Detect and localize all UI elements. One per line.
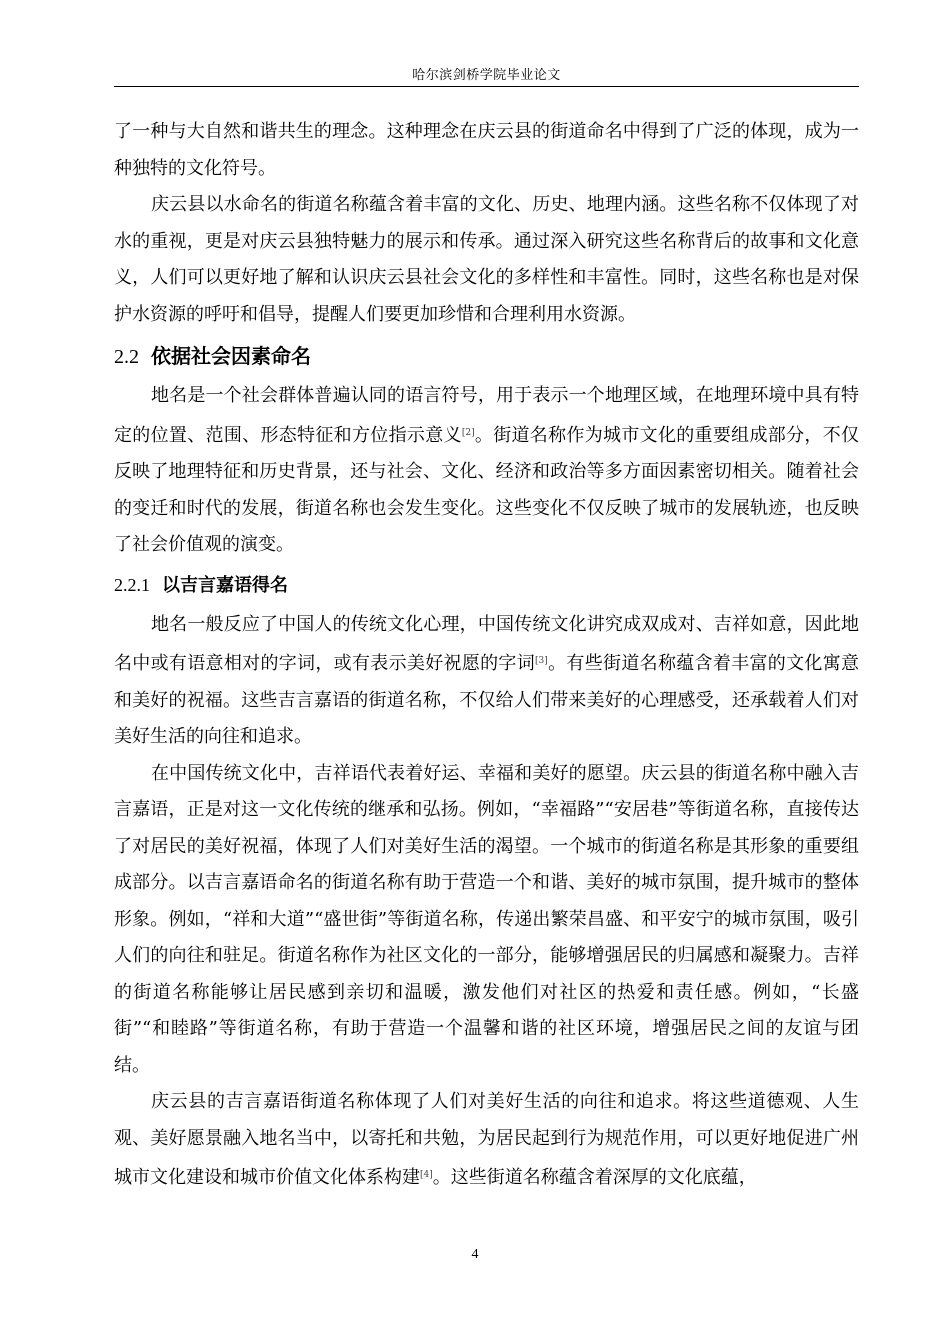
paragraph: 在中国传统文化中，吉祥语代表着好运、幸福和美好的愿望。庆云县的街道名称中融入吉言嘉语，正是对这一文化传统的继承和弘扬。例如，“幸福路”“安居巷”等街道名称，直接传达了对居民的美好祝福，体现了人们对美好生活的渴望。一个城市的街道名称是其形象的重要组成部分。以吉言嘉语命名的街道名称有助于营造一个和谐、美好的城市氛围，提升城市的整体形象。例如，“祥和大道”“盛世街”等街道名称，传递出繁荣昌盛、和平安宁的城市氛围，吸引人们的向往和驻足。街道名称作为社区文化的一部分，能够增强居民的归属感和凝聚力。吉祥的街道名称能够让居民感到亲切和温暖，激发他们对社区的热爱和责任感。例如，“长盛街”“和睦路”等街道名称，有助于营造一个温馨和谐的社区环境，增强居民之间的友谊与团结。 bbox=[114, 762, 859, 1076]
section-number: 2.2 bbox=[114, 346, 139, 368]
citation: [3] bbox=[535, 656, 548, 666]
page-header: 哈尔滨剑桥学院毕业论文 bbox=[412, 68, 561, 83]
citation: [4] bbox=[420, 1170, 433, 1180]
paragraph bbox=[114, 378, 859, 564]
paragraph-text: 地名一般反应了中国人的传统文化心理，中国传统文化讲究成双成对、吉祥如意，因此地名中或有语意相对的字词，或有表示美好祝愿的字词 bbox=[114, 613, 859, 674]
paragraph-text: 。街道名称作为城市文化的重要组成部分，不仅反映了地理特征和历史背景，还与社会、文化、经济和政治等多方面因素密切相关。随着社会的变迁和时代的发展，街道名称也会发生变化。这些变化不仅反映了城市的发展轨迹，也反映了社会价值观的演变。 bbox=[114, 424, 860, 555]
paragraph: 了一种与大自然和谐共生的理念。这种理念在庆云县的街道命名中得到了广泛的体现，成为一种独特的文化符号。 bbox=[114, 121, 859, 179]
citation: [2] bbox=[461, 427, 475, 438]
subsection-title: 以吉言嘉语得名 bbox=[162, 574, 288, 596]
header-divider bbox=[114, 86, 859, 87]
paragraph bbox=[114, 607, 859, 756]
paragraph: 庆云县以水命名的街道名称蕴含着丰富的文化、历史、地理内涵。这些名称不仅体现了对水的重视，更是对庆云县独特魅力的展示和传承。通过深入研究这些名称背后的故事和文化意义，人们可以更好地了解和认识庆云县社会文化的多样性和丰富性。同时，这些名称也是对保护水资源的呼吁和倡导，提醒人们要更加珍惜和合理利用水资源。 bbox=[114, 194, 859, 325]
page-number: 4 bbox=[471, 1247, 479, 1262]
paragraph-text: 地名是一个社会群体普遍认同的语言符号，用于表示一个地理区域，在地理环境中具有特定的位置、范围、形态特征和方位指示意义 bbox=[114, 385, 859, 446]
paragraph-text: 。有些街道名称蕴含着丰富的文化寓意和美好的祝福。这些吉言嘉语的街道名称，不仅给人们带来美好的心理感受，还承载着人们对美好生活的向往和追求。 bbox=[114, 653, 860, 747]
section-title: 依据社会因素命名 bbox=[151, 344, 311, 368]
document-body bbox=[114, 114, 859, 1197]
paragraph-text: 庆云县的吉言嘉语街道名称体现了人们对美好生活的向往和追求。将这些道德观、人生观、美好愿景融入地名当中，以寄托和共勉，为居民起到行为规范作用，可以更好地促进广州城市文化建设和城市价值文化体系构建 bbox=[114, 1091, 859, 1188]
subsection-number: 2.2.1 bbox=[114, 574, 150, 595]
paragraph bbox=[114, 1084, 859, 1197]
subsection-heading bbox=[114, 568, 859, 603]
section-heading bbox=[114, 341, 859, 372]
paragraph-text: 。这些街道名称蕴含着深厚的文化底蕴， bbox=[432, 1167, 757, 1188]
